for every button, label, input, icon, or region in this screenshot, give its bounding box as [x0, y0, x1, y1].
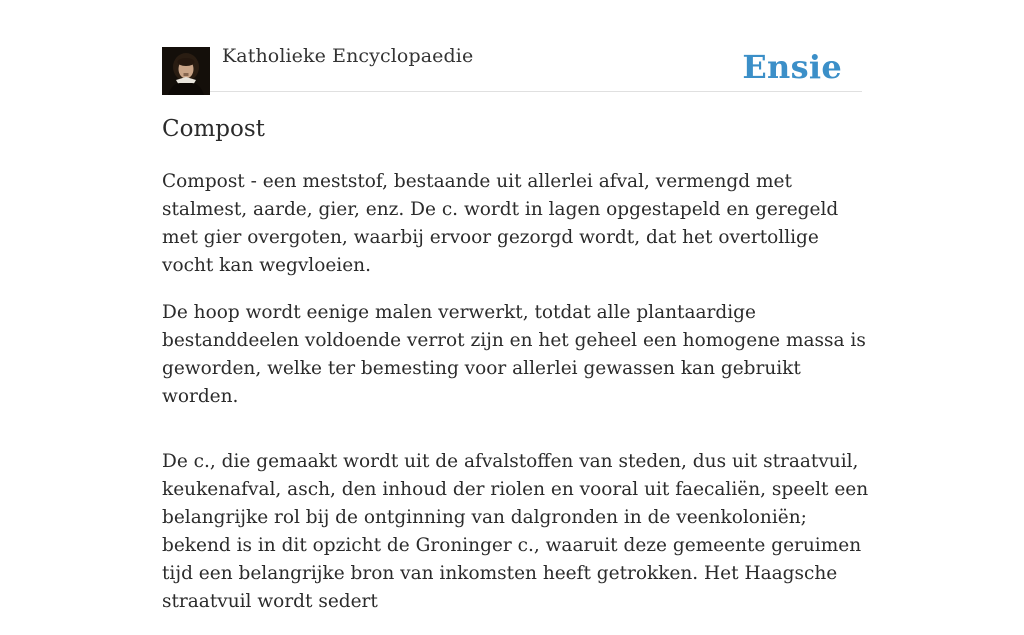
source-name-link[interactable]: Katholieke Encyclopaedie	[222, 45, 474, 67]
article-paragraph: De c., die gemaakt wordt uit de afvalstoffen van steden, dus uit straatvuil, keukenafval, asch, den inhoud der riolen en vooral uit faecaliën, speelt een belangrijke rol bij de ontginning van dalgronden in de veenkoloniën; bekend is in dit opzicht de Groninger c., waaruit deze gemeente geruimen tijd een belangrijke bron van inkomsten heeft getrokken. Het Haagsche straatvuil wordt sedert	[162, 451, 869, 612]
article-paragraph: De hoop wordt eenige malen verwerkt, totdat alle plantaardige bestanddeelen voldoende verrot zijn en het geheel een homogene massa is geworden, welke ter bemesting voor allerlei gewassen kan gebruikt worden.	[162, 302, 866, 407]
page-container	[162, 0, 869, 612]
portrait-icon	[162, 47, 210, 95]
page-title: Compost	[162, 116, 265, 142]
avatar[interactable]	[162, 47, 210, 95]
article-paragraph: Compost - een meststof, bestaande uit allerlei afval, vermengd met stalmest, aarde, gier, enz. De c. wordt in lagen opgestapeld en geregeld met gier overgoten, waarbij ervoor gezorgd wordt, dat het overtollige vocht kan wegvloeien.	[162, 171, 839, 276]
article-body	[162, 168, 872, 635]
header	[162, 0, 862, 92]
brand-logo[interactable]: Ensie	[742, 48, 842, 86]
